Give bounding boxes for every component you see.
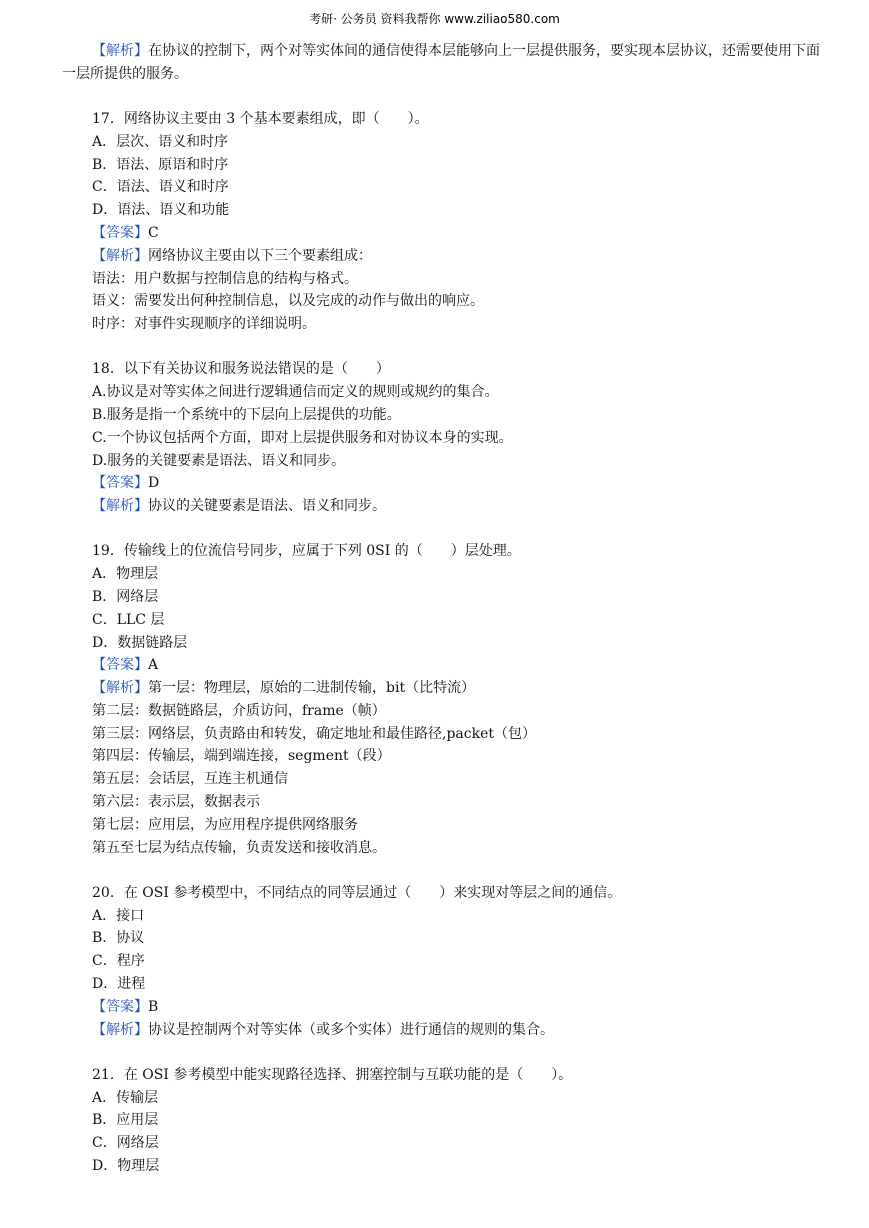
question-stem: 20．在 OSI 参考模型中，不同结点的同等层通过（ ）来实现对等层之间的通信。 — [92, 884, 622, 901]
analysis-tag: 【解析】 — [92, 1021, 148, 1038]
answer-value: A — [148, 657, 159, 674]
analysis-text: 网络协议主要由以下三个要素组成： — [148, 247, 372, 264]
option-b: B．语法、原语和时序 — [92, 156, 229, 173]
question-19 — [62, 540, 822, 859]
option-c: C．语法、语义和时序 — [92, 179, 229, 196]
option-c: C.一个协议包括两个方面，即对上层提供服务和对协议本身的实现。 — [92, 429, 513, 446]
answer-value: B — [148, 998, 159, 1015]
analysis-detail: 第五至七层为结点传输，负责发送和接收消息。 — [92, 839, 386, 856]
option-a: A．接口 — [92, 907, 145, 924]
analysis-line — [62, 677, 822, 700]
analysis-detail: 语义：需要发出何种控制信息，以及完成的动作与做出的响应。 — [92, 293, 484, 310]
analysis-tag: 【解析】 — [92, 43, 148, 59]
analysis-detail: 第二层：数据链路层，介质访问，frame（帧） — [92, 702, 386, 719]
option-a: A．物理层 — [92, 566, 159, 583]
analysis-detail: 第四层：传输层，端到端连接，segment（段） — [92, 748, 391, 765]
option-b: B．协议 — [92, 930, 145, 947]
analysis-detail: 时序：对事件实现顺序的详细说明。 — [92, 316, 316, 333]
answer-value: D — [148, 475, 160, 492]
question-stem: 19．传输线上的位流信号同步，应属于下列 0SI 的（ ）层处理。 — [92, 543, 521, 560]
option-b: B.服务是指一个系统中的下层向上层提供的功能。 — [92, 406, 401, 423]
answer-tag: 【答案】 — [92, 475, 148, 492]
option-c: C．程序 — [92, 953, 145, 970]
answer-tag: 【答案】 — [92, 224, 148, 241]
option-a: A．层次、语义和时序 — [92, 133, 229, 150]
analysis-text: 协议是控制两个对等实体（或多个实体）进行通信的规则的集合。 — [148, 1021, 554, 1038]
question-17 — [62, 108, 822, 336]
analysis-text: 协议的关键要素是语法、语义和同步。 — [148, 498, 386, 515]
question-stem: 21．在 OSI 参考模型中能实现路径选择、拥塞控制与互联功能的是（ ）。 — [92, 1066, 573, 1083]
answer-line — [62, 996, 822, 1019]
answer-value: C — [148, 224, 159, 241]
answer-line — [62, 222, 822, 245]
analysis-detail: 第三层：网络层，负责路由和转发，确定地址和最佳路径,packet（包） — [92, 725, 536, 742]
analysis-tag: 【解析】 — [92, 680, 148, 697]
option-a: A．传输层 — [92, 1089, 159, 1106]
question-21 — [62, 1064, 822, 1178]
answer-tag: 【答案】 — [92, 657, 148, 674]
option-b: B．应用层 — [92, 1112, 159, 1129]
option-d: D．数据链路层 — [92, 634, 188, 651]
option-d: D．语法、语义和功能 — [92, 202, 230, 219]
analysis-tag: 【解析】 — [92, 498, 148, 515]
analysis-text: 在协议的控制下，两个对等实体间的通信使得本层能够向上一层提供服务，要实现本层协议，还需要使用下面一层所提供的服务。 — [62, 43, 820, 82]
question-stem: 17．网络协议主要由 3 个基本要素组成，即（ ）。 — [92, 110, 429, 127]
answer-line — [62, 654, 822, 677]
option-c: C．网络层 — [92, 1135, 159, 1152]
page-header: 考研· 公务员 资料我帮你 www.ziliao580.com — [309, 12, 560, 26]
question-stem: 18．以下有关协议和服务说法错误的是（ ） — [92, 361, 390, 378]
question-20 — [62, 882, 822, 1042]
analysis-line — [62, 245, 822, 268]
option-d: D．物理层 — [92, 1158, 160, 1175]
analysis-tag: 【解析】 — [92, 247, 148, 264]
answer-tag: 【答案】 — [92, 998, 148, 1015]
analysis-detail: 第七层：应用层，为应用程序提供网络服务 — [92, 816, 358, 833]
document-body — [62, 40, 822, 1178]
option-b: B．网络层 — [92, 588, 159, 605]
option-c: C．LLC 层 — [92, 611, 165, 628]
option-d: D.服务的关键要素是语法、语义和同步。 — [92, 452, 346, 469]
analysis-line — [62, 495, 822, 518]
answer-line — [62, 472, 822, 495]
option-d: D．进程 — [92, 976, 146, 993]
analysis-detail: 第五层：会话层，互连主机通信 — [92, 771, 288, 788]
intro-analysis — [62, 40, 822, 86]
analysis-line — [62, 1019, 822, 1042]
analysis-detail: 语法：用户数据与控制信息的结构与格式。 — [92, 270, 358, 287]
option-a: A.协议是对等实体之间进行逻辑通信而定义的规则或规约的集合。 — [92, 384, 499, 401]
analysis-detail: 第六层：表示层，数据表示 — [92, 794, 260, 811]
question-18 — [62, 358, 822, 518]
analysis-text: 第一层：物理层，原始的二进制传输，bit（比特流） — [148, 680, 476, 697]
